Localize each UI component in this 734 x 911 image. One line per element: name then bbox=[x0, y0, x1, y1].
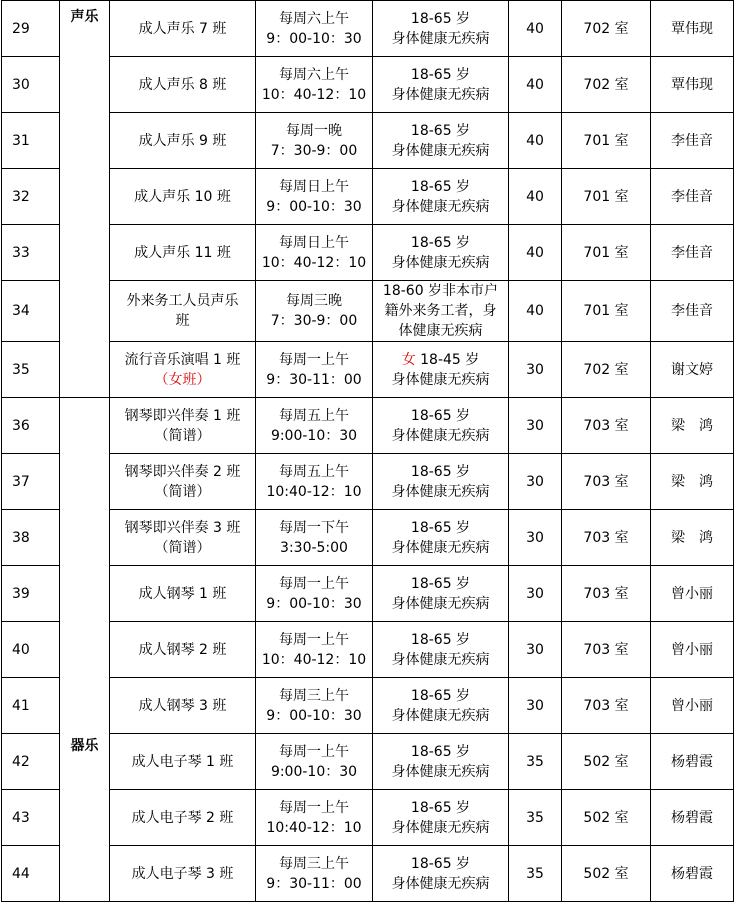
class-name-line: 成人声乐 9 班 bbox=[138, 132, 227, 149]
row-number: 31 bbox=[2, 113, 60, 169]
class-name-line: 成人电子琴 2 班 bbox=[131, 809, 234, 826]
room-cell: 701 室 bbox=[562, 281, 651, 342]
cell-line: 10：40-12：10 bbox=[261, 651, 367, 668]
requirement-cell bbox=[373, 510, 509, 566]
table-row bbox=[2, 57, 734, 113]
requirement-line: 身体健康无疾病 bbox=[391, 30, 490, 47]
cell-line: 10：40-12：10 bbox=[261, 254, 367, 271]
requirement-line: 身体健康无疾病 bbox=[391, 483, 490, 500]
requirement-cell bbox=[373, 1, 509, 57]
row-number: 35 bbox=[2, 342, 60, 398]
schedule-cell bbox=[256, 734, 373, 790]
schedule-cell bbox=[256, 790, 373, 846]
cell-line: 7：30-9：00 bbox=[270, 142, 358, 159]
course-table bbox=[1, 0, 734, 902]
capacity-cell: 40 bbox=[509, 1, 562, 57]
schedule-cell bbox=[256, 566, 373, 622]
row-number: 30 bbox=[2, 57, 60, 113]
teacher-cell: 杨碧霞 bbox=[651, 846, 734, 902]
requirement-cell bbox=[373, 113, 509, 169]
room-cell: 701 室 bbox=[562, 169, 651, 225]
room-cell: 703 室 bbox=[562, 622, 651, 678]
requirement-line: 身体健康无疾病 bbox=[391, 707, 490, 724]
class-name-line: 外来务工人员声乐 bbox=[126, 293, 239, 309]
category-label: 器乐 bbox=[70, 738, 99, 754]
cell-line: 每周六上午 bbox=[279, 10, 349, 27]
cell-line: 9：00-10：30 bbox=[266, 595, 362, 612]
requirement-cell bbox=[373, 734, 509, 790]
cell-line: 每周一上午 bbox=[279, 799, 349, 816]
requirement-cell bbox=[373, 398, 509, 454]
class-name-cell bbox=[110, 169, 256, 225]
teacher-cell: 杨碧霞 bbox=[651, 734, 734, 790]
teacher-cell: 李佳音 bbox=[651, 281, 734, 342]
requirement-line: 身体健康无疾病 bbox=[391, 198, 490, 215]
cell-line: 10:40-12：10 bbox=[266, 819, 362, 836]
table-row bbox=[2, 113, 734, 169]
requirement-line: 身体健康无疾病 bbox=[391, 819, 490, 836]
requirement-line: 18-65 岁 bbox=[410, 687, 471, 704]
class-name-line: 成人声乐 11 班 bbox=[134, 244, 231, 261]
requirement-line: 身体健康无疾病 bbox=[391, 371, 490, 388]
class-name-line: 钢琴即兴伴奏 1 班 bbox=[124, 407, 241, 424]
schedule-cell bbox=[256, 454, 373, 510]
requirement-line: 身体健康无疾病 bbox=[391, 651, 490, 668]
cell-line: 每周一下午 bbox=[279, 519, 349, 536]
requirement-cell bbox=[373, 454, 509, 510]
capacity-cell: 30 bbox=[509, 342, 562, 398]
table-row bbox=[2, 622, 734, 678]
class-name-line: 成人声乐 7 班 bbox=[138, 20, 227, 37]
row-number: 29 bbox=[2, 1, 60, 57]
class-name-line: 成人声乐 8 班 bbox=[138, 76, 227, 93]
row-number: 41 bbox=[2, 678, 60, 734]
room-cell: 502 室 bbox=[562, 734, 651, 790]
teacher-cell: 梁 鸿 bbox=[651, 510, 734, 566]
requirement-line: 18-65 岁 bbox=[410, 855, 471, 872]
class-name-line: 成人钢琴 1 班 bbox=[138, 585, 227, 602]
requirement-line: 18-65 岁 bbox=[410, 178, 471, 195]
teacher-cell: 曾小丽 bbox=[651, 566, 734, 622]
cell-line: 9：30-11：00 bbox=[266, 371, 362, 388]
cell-line: 每周一上午 bbox=[279, 743, 349, 760]
cell-line: 每周六上午 bbox=[279, 66, 349, 83]
requirement-line bbox=[373, 350, 508, 370]
cell-line: 10：40-12：10 bbox=[261, 86, 367, 103]
schedule-cell bbox=[256, 678, 373, 734]
class-name-cell bbox=[110, 510, 256, 566]
class-name-line: 流行音乐演唱 1 班 bbox=[124, 351, 241, 368]
table-row bbox=[2, 454, 734, 510]
class-name-line: 成人电子琴 3 班 bbox=[131, 865, 234, 882]
teacher-cell: 李佳音 bbox=[651, 169, 734, 225]
cell-line: 每周一上午 bbox=[279, 631, 349, 648]
course-table-body bbox=[2, 1, 734, 902]
row-number: 42 bbox=[2, 734, 60, 790]
schedule-cell bbox=[256, 57, 373, 113]
requirement-line: 身体健康无疾病 bbox=[391, 875, 490, 892]
requirement-cell bbox=[373, 846, 509, 902]
room-cell: 703 室 bbox=[562, 678, 651, 734]
class-name-cell bbox=[110, 398, 256, 454]
schedule-cell bbox=[256, 342, 373, 398]
room-cell: 703 室 bbox=[562, 454, 651, 510]
cell-line: 9：00-10：30 bbox=[266, 198, 362, 215]
table-row bbox=[2, 398, 734, 454]
table-row bbox=[2, 169, 734, 225]
capacity-cell: 40 bbox=[509, 57, 562, 113]
requirement-line: 体健康无疾病 bbox=[398, 323, 483, 339]
requirement-line: 籍外来务工者，身 bbox=[384, 303, 497, 319]
row-number: 34 bbox=[2, 281, 60, 342]
age-range: 18-45 岁 bbox=[415, 351, 480, 368]
cell-line: 每周三晚 bbox=[286, 293, 342, 309]
table-row bbox=[2, 225, 734, 281]
requirement-line: 18-60 岁非本市户 bbox=[382, 283, 499, 299]
capacity-cell: 30 bbox=[509, 398, 562, 454]
capacity-cell: 40 bbox=[509, 225, 562, 281]
room-cell: 703 室 bbox=[562, 510, 651, 566]
cell-line: 每周五上午 bbox=[279, 407, 349, 424]
requirement-cell bbox=[373, 169, 509, 225]
teacher-cell: 李佳音 bbox=[651, 113, 734, 169]
table-row bbox=[2, 281, 734, 342]
room-cell: 702 室 bbox=[562, 57, 651, 113]
requirement-line: 18-65 岁 bbox=[410, 743, 471, 760]
schedule-cell bbox=[256, 113, 373, 169]
row-number: 44 bbox=[2, 846, 60, 902]
room-cell: 701 室 bbox=[562, 113, 651, 169]
requirement-line: 18-65 岁 bbox=[410, 407, 471, 424]
class-name-cell bbox=[110, 113, 256, 169]
teacher-cell: 李佳音 bbox=[651, 225, 734, 281]
requirement-line: 身体健康无疾病 bbox=[391, 254, 490, 271]
capacity-cell: 35 bbox=[509, 790, 562, 846]
schedule-cell bbox=[256, 169, 373, 225]
class-name-line: 班 bbox=[175, 313, 190, 329]
category-label: 声乐 bbox=[70, 9, 99, 25]
cell-line: 每周日上午 bbox=[279, 234, 349, 251]
teacher-cell: 曾小丽 bbox=[651, 678, 734, 734]
requirement-cell bbox=[373, 225, 509, 281]
cell-line: 9：00-10：30 bbox=[266, 707, 362, 724]
class-name-cell bbox=[110, 281, 256, 342]
capacity-cell: 35 bbox=[509, 734, 562, 790]
requirement-cell bbox=[373, 622, 509, 678]
class-name-cell bbox=[110, 622, 256, 678]
requirement-line: 身体健康无疾病 bbox=[391, 427, 490, 444]
class-name-cell bbox=[110, 342, 256, 398]
class-name-line: （女班） bbox=[154, 371, 211, 388]
capacity-cell: 40 bbox=[509, 113, 562, 169]
class-name-line: 成人钢琴 3 班 bbox=[138, 697, 227, 714]
requirement-cell bbox=[373, 566, 509, 622]
cell-line: 9:00-10：30 bbox=[270, 427, 358, 444]
row-number: 37 bbox=[2, 454, 60, 510]
cell-line: 7：30-9：00 bbox=[270, 313, 358, 329]
requirement-line: 身体健康无疾病 bbox=[391, 86, 490, 103]
teacher-cell: 杨碧霞 bbox=[651, 790, 734, 846]
class-name-line: 成人钢琴 2 班 bbox=[138, 641, 227, 658]
table-row bbox=[2, 510, 734, 566]
schedule-cell bbox=[256, 398, 373, 454]
class-name-line: 成人电子琴 1 班 bbox=[131, 753, 234, 770]
room-cell: 702 室 bbox=[562, 342, 651, 398]
class-name-cell bbox=[110, 734, 256, 790]
room-cell: 701 室 bbox=[562, 225, 651, 281]
table-row bbox=[2, 342, 734, 398]
capacity-cell: 30 bbox=[509, 622, 562, 678]
row-number: 38 bbox=[2, 510, 60, 566]
row-number: 32 bbox=[2, 169, 60, 225]
cell-line: 9:00-10：30 bbox=[270, 763, 358, 780]
teacher-cell: 谢文婷 bbox=[651, 342, 734, 398]
class-name-cell bbox=[110, 57, 256, 113]
class-name-line: 钢琴即兴伴奏 3 班 bbox=[124, 519, 241, 536]
requirement-line: 18-65 岁 bbox=[410, 122, 471, 139]
cell-line: 每周五上午 bbox=[279, 463, 349, 480]
requirement-cell bbox=[373, 342, 509, 398]
cell-line: 10:40-12：10 bbox=[266, 483, 362, 500]
requirement-line: 身体健康无疾病 bbox=[391, 142, 490, 159]
schedule-cell bbox=[256, 622, 373, 678]
requirement-line: 18-65 岁 bbox=[410, 234, 471, 251]
capacity-cell: 30 bbox=[509, 454, 562, 510]
row-number: 43 bbox=[2, 790, 60, 846]
table-row bbox=[2, 734, 734, 790]
class-name-cell bbox=[110, 566, 256, 622]
capacity-cell: 35 bbox=[509, 846, 562, 902]
class-name-line: （简谱） bbox=[154, 539, 211, 556]
class-name-cell bbox=[110, 1, 256, 57]
row-number: 36 bbox=[2, 398, 60, 454]
schedule-cell bbox=[256, 281, 373, 342]
requirement-line: 18-65 岁 bbox=[410, 631, 471, 648]
requirement-cell bbox=[373, 281, 509, 342]
requirement-cell bbox=[373, 57, 509, 113]
cell-line: 每周三上午 bbox=[279, 687, 349, 704]
requirement-line: 18-65 岁 bbox=[410, 799, 471, 816]
requirement-line: 18-65 岁 bbox=[410, 463, 471, 480]
table-row bbox=[2, 1, 734, 57]
cell-line: 3:30-5:00 bbox=[280, 539, 348, 556]
capacity-cell: 40 bbox=[509, 281, 562, 342]
capacity-cell: 30 bbox=[509, 510, 562, 566]
capacity-cell: 40 bbox=[509, 169, 562, 225]
capacity-cell: 30 bbox=[509, 566, 562, 622]
table-row bbox=[2, 678, 734, 734]
cell-line: 9：00-10：30 bbox=[266, 30, 362, 47]
teacher-cell: 覃伟现 bbox=[651, 1, 734, 57]
class-name-cell bbox=[110, 454, 256, 510]
room-cell: 502 室 bbox=[562, 846, 651, 902]
teacher-cell: 曾小丽 bbox=[651, 622, 734, 678]
class-name-cell bbox=[110, 225, 256, 281]
requirement-line: 18-65 岁 bbox=[410, 575, 471, 592]
requirement-line: 18-65 岁 bbox=[410, 66, 471, 83]
class-name-line: 成人声乐 10 班 bbox=[134, 188, 231, 205]
capacity-cell: 30 bbox=[509, 678, 562, 734]
cell-line: 每周一晚 bbox=[286, 122, 342, 139]
requirement-line: 身体健康无疾病 bbox=[391, 595, 490, 612]
room-cell: 702 室 bbox=[562, 1, 651, 57]
requirement-line: 18-65 岁 bbox=[410, 519, 471, 536]
teacher-cell: 梁 鸿 bbox=[651, 454, 734, 510]
cell-line: 每周三上午 bbox=[279, 855, 349, 872]
schedule-cell bbox=[256, 225, 373, 281]
cell-line: 每周日上午 bbox=[279, 178, 349, 195]
class-name-line: 钢琴即兴伴奏 2 班 bbox=[124, 463, 241, 480]
class-name-cell bbox=[110, 846, 256, 902]
class-name-cell bbox=[110, 678, 256, 734]
table-row bbox=[2, 846, 734, 902]
class-name-line: （简谱） bbox=[154, 483, 211, 500]
requirement-line: 身体健康无疾病 bbox=[391, 539, 490, 556]
cell-line: 每周一上午 bbox=[279, 575, 349, 592]
row-number: 40 bbox=[2, 622, 60, 678]
room-cell: 502 室 bbox=[562, 790, 651, 846]
requirement-line: 身体健康无疾病 bbox=[391, 763, 490, 780]
teacher-cell: 梁 鸿 bbox=[651, 398, 734, 454]
category-cell bbox=[60, 398, 110, 902]
table-row bbox=[2, 790, 734, 846]
requirement-cell bbox=[373, 678, 509, 734]
room-cell: 703 室 bbox=[562, 398, 651, 454]
cell-line: 每周一上午 bbox=[279, 351, 349, 368]
requirement-line: 18-65 岁 bbox=[410, 10, 471, 27]
row-number: 39 bbox=[2, 566, 60, 622]
gender-tag: 女 bbox=[401, 351, 416, 368]
requirement-cell bbox=[373, 790, 509, 846]
schedule-cell bbox=[256, 1, 373, 57]
cell-line: 9：30-11：00 bbox=[266, 875, 362, 892]
schedule-cell bbox=[256, 846, 373, 902]
category-cell bbox=[60, 1, 110, 398]
row-number: 33 bbox=[2, 225, 60, 281]
class-name-line: （简谱） bbox=[154, 427, 211, 444]
room-cell: 703 室 bbox=[562, 566, 651, 622]
class-name-cell bbox=[110, 790, 256, 846]
teacher-cell: 覃伟现 bbox=[651, 57, 734, 113]
table-row bbox=[2, 566, 734, 622]
schedule-cell bbox=[256, 510, 373, 566]
